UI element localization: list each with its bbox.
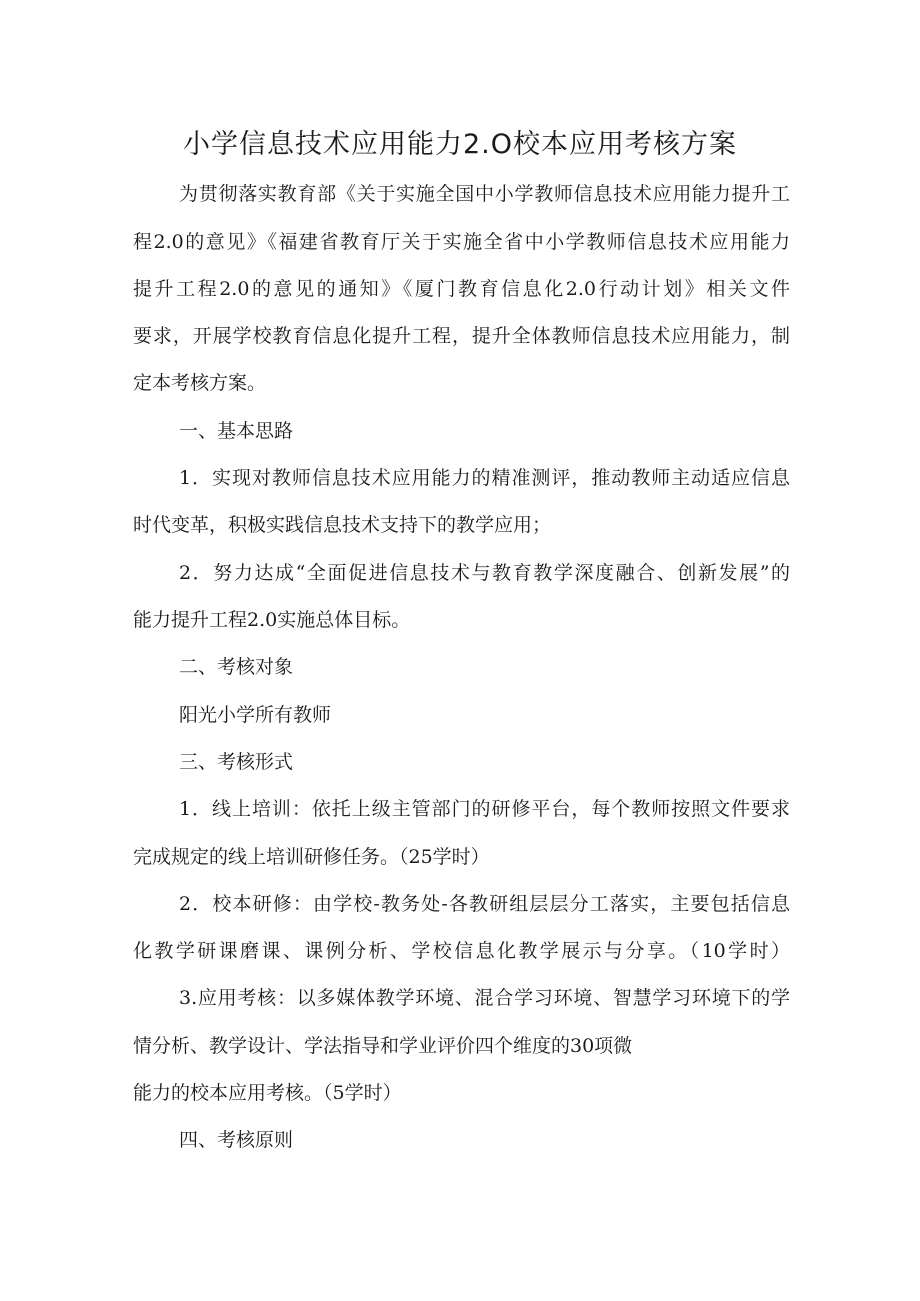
section1-item2-line1: 2．努力达成“全面促进信息技术与教育教学深度融合、创新发展”的 [179,562,790,584]
section1-item2-line2: 能力提升工程2.0实施总体目标。 [133,609,411,631]
intro-line-5: 定本考核方案。 [133,372,267,394]
section3-item1-line2: 完成规定的线上培训研修任务。（25学时） [133,846,490,868]
section2-text: 阳光小学所有教师 [179,704,332,726]
document-title: 小学信息技术应用能力2.O校本应用考核方案 [182,129,737,160]
section-heading-2: 二、考核对象 [179,656,294,678]
intro-line-4: 要求，开展学校教育信息化提升工程，提升全体教师信息技术应用能力，制 [133,325,790,347]
intro-line-3: 提升工程2.0的意见的通知》《厦门教育信息化2.0行动计划》相关文件 [133,278,790,300]
section3-item3-line3: 能力的校本应用考核。（5学时） [133,1082,402,1104]
section3-item2-line2: 化教学研课磨课、课例分析、学校信息化教学展示与分享。（10学时） [133,940,790,962]
section3-item3-line2: 情分析、教学设计、学法指导和学业评价四个维度的30项微 [133,1035,633,1057]
section3-item3-line1: 3.应用考核：以多媒体教学环境、混合学习环境、智慧学习环境下的学 [179,987,790,1009]
section1-item1-line1: 1．实现对教师信息技术应用能力的精准测评，推动教师主动适应信息 [179,467,790,489]
section1-item1-line2: 时代变革，积极实践信息技术支持下的教学应用； [133,514,552,536]
intro-line-1: 为贯彻落实教育部《关于实施全国中小学教师信息技术应用能力提升工 [179,183,790,205]
intro-line-2: 程2.0的意见》《福建省教育厅关于实施全省中小学教师信息技术应用能力 [133,231,790,253]
section-heading-1: 一、基本思路 [179,420,294,442]
section-heading-3: 三、考核形式 [179,751,294,773]
section-heading-4: 四、考核原则 [179,1129,294,1151]
section3-item1-line1: 1．线上培训：依托上级主管部门的研修平台，每个教师按照文件要求 [179,798,790,820]
section3-item2-line1: 2．校本研修：由学校-教务处-各教研组层层分工落实，主要包括信息 [179,893,790,915]
